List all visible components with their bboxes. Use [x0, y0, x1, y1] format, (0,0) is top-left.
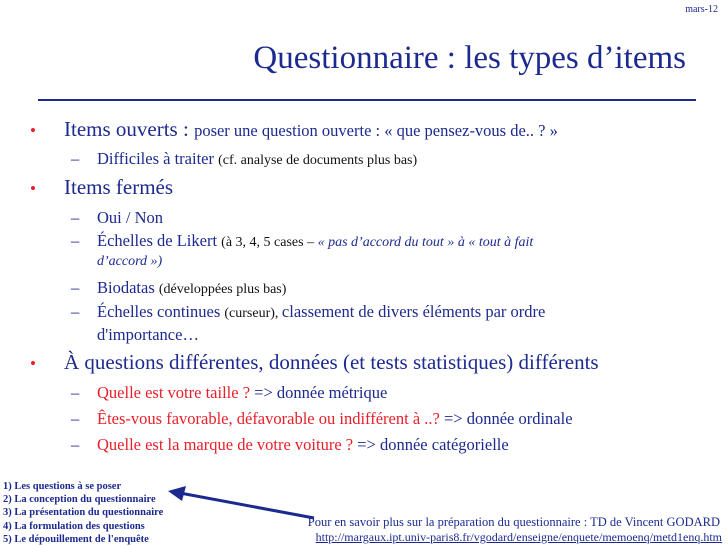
toc-list	[3, 480, 163, 546]
dash-marker: –	[71, 149, 80, 168]
biodatas-text: Biodatas	[97, 278, 159, 297]
dash-marker: –	[71, 409, 80, 428]
items-ouverts-desc: poser une question ouverte : « que pensez-vous de.. ? »	[194, 121, 558, 140]
dash-marker: –	[71, 383, 80, 402]
likert-quote: « pas d’accord du tout » à « tout à fait	[317, 235, 534, 250]
bullet-marker: •	[30, 179, 36, 198]
sub-item-favorable	[71, 409, 573, 429]
dash-marker: –	[71, 231, 80, 250]
toc-item[interactable]: 3) La présentation du questionnaire	[3, 507, 164, 519]
favorable-type: => donnée ordinale	[443, 409, 573, 428]
arrow-left-icon	[168, 485, 318, 525]
toc-item[interactable]: 2) La conception du questionnaire	[3, 494, 156, 506]
taille-type: => donnée métrique	[254, 383, 388, 402]
dash-marker: –	[71, 302, 80, 321]
title-divider	[38, 99, 696, 101]
taille-question: Quelle est votre taille ?	[97, 383, 255, 402]
likert-quote-continued: d’accord »)	[97, 254, 163, 269]
voiture-type: => donnée catégorielle	[357, 435, 509, 454]
voiture-question: Quelle est la marque de votre voiture ?	[97, 435, 358, 454]
bullet-marker: •	[30, 121, 36, 140]
sub-item-taille	[71, 383, 387, 403]
likert-note: (à 3, 4, 5 cases –	[221, 235, 318, 250]
difficiles-note: (cf. analyse de documents plus bas)	[218, 153, 418, 168]
toc-item[interactable]: 5) Le dépouillement de l'enquête	[3, 533, 149, 545]
sub-item-echelles-continues	[71, 302, 545, 322]
items-fermes-label: Items fermés	[64, 175, 174, 199]
toc-item[interactable]: 4) La formulation des questions	[3, 520, 145, 532]
echelles-continues-note: (curseur),	[224, 306, 282, 321]
sub-item-biodatas	[71, 278, 286, 298]
classement-text: classement de divers éléments par ordre	[281, 302, 546, 321]
items-ouverts-label: Items ouverts :	[64, 117, 195, 141]
echelles-continues-text: Échelles continues	[97, 302, 225, 321]
bullet-marker: •	[30, 354, 36, 373]
biodatas-note: (développées plus bas)	[158, 282, 287, 297]
bullet-questions-differentes	[30, 350, 599, 375]
bullet-items-fermes	[30, 175, 173, 200]
classement-continued: d'importance…	[97, 325, 199, 344]
slide-title: Questionnaire : les types d’items	[253, 40, 686, 76]
sub-item-voiture	[71, 435, 509, 455]
dash-marker: –	[71, 435, 80, 454]
difficiles-text: Difficiles à traiter	[97, 149, 219, 168]
sub-item-likert	[71, 231, 533, 251]
questions-differentes-label: À questions différentes, données (et tests statistiques) différents	[64, 350, 599, 374]
footer-note: Pour en savoir plus sur la préparation du questionnaire : TD de Vincent GODARD	[307, 515, 720, 529]
likert-text: Échelles de Likert	[97, 231, 222, 250]
oui-non-text: Oui / Non	[97, 208, 163, 227]
bullet-items-ouverts	[30, 117, 558, 142]
toc-item[interactable]: 1) Les questions à se poser	[3, 481, 122, 492]
dash-marker: –	[71, 278, 80, 297]
footer-link[interactable]: http://margaux.ipt.univ-paris8.fr/vgodard/enseigne/enquete/memoenq/metd1enq.htm	[315, 530, 722, 544]
dash-marker: –	[71, 208, 80, 227]
favorable-question: Êtes-vous favorable, défavorable ou indifférent à ..?	[97, 409, 444, 428]
sub-item-oui-non	[71, 208, 163, 228]
sub-item-difficiles	[71, 149, 417, 169]
slide-date: mars-12	[685, 4, 718, 15]
